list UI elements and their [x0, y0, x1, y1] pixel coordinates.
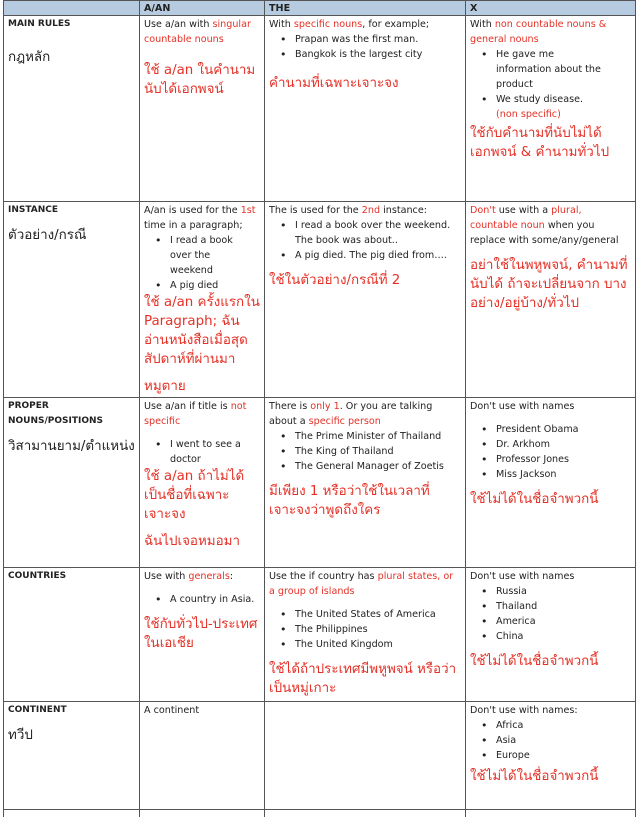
list-item: • The Philippines	[295, 622, 461, 637]
list-item: • Dr. Arkhom	[496, 437, 631, 452]
text-red: singular countable nouns	[144, 19, 251, 45]
text-pre: There is	[269, 401, 311, 412]
thai-note: อย่าใช้ในพหูพจน์, คำนามที่นับได้ ถ้าจะเปลี่ยนจาก บาง อย่าง/อยู่บ้าง/ทั่วไป	[470, 258, 628, 311]
grammar-table	[3, 0, 636, 817]
list-item: • The United Kingdom	[295, 637, 461, 652]
row-cutoff	[4, 810, 636, 818]
text-red: 1st	[240, 205, 256, 216]
list-item: • I read a book over the weekend. The book was about..	[295, 218, 461, 248]
text-post: when you replace with some/any/general	[470, 220, 619, 246]
text-mid: . Or you are talking about a	[269, 401, 433, 427]
row-label: INSTANCE	[8, 205, 59, 215]
list-item: • China	[496, 629, 631, 644]
row-label-cell	[4, 568, 140, 702]
list-item: • America	[496, 614, 631, 629]
a-an-cell	[140, 398, 265, 568]
list-item: • The King of Thailand	[295, 444, 461, 459]
list-item: • A pig died. The pig died from….	[295, 248, 461, 263]
text-red: Don't	[470, 205, 496, 216]
thai-note: ใช้ไม่ได้ในชื่อจำพวกนี้	[470, 654, 599, 669]
row-label-thai: วิสามานยาม/ตำแหน่ง	[8, 439, 135, 454]
example-list	[144, 592, 260, 607]
text-post: instance:	[380, 205, 427, 216]
example-list	[144, 233, 260, 293]
thai-note: ใช้ในตัวอย่าง/กรณีที่ 2	[269, 273, 401, 288]
header-x: X	[466, 1, 636, 16]
a-an-cell	[140, 702, 265, 810]
example-list	[144, 437, 260, 467]
row-label: COUNTRIES	[8, 571, 67, 581]
text: A continent	[144, 705, 200, 716]
cutoff-cell	[466, 810, 636, 818]
list-item: • Professor Jones	[496, 452, 631, 467]
row-proper-nouns	[4, 398, 636, 568]
row-continent	[4, 702, 636, 810]
example-list	[470, 718, 631, 763]
thai-note: ใช้ a/an ในคำนามนับได้เอกพจน์	[144, 63, 256, 97]
the-cell	[265, 202, 466, 398]
row-label: MAIN RULES	[8, 19, 71, 29]
x-cell	[466, 398, 636, 568]
header-the: THE	[265, 1, 466, 16]
text: Don't use with names	[470, 401, 575, 412]
cutoff-cell	[4, 810, 140, 818]
the-cell	[265, 568, 466, 702]
cutoff-cell	[140, 810, 265, 818]
list-item: • A country in Asia.	[170, 592, 260, 607]
example-list	[470, 584, 631, 644]
list-item: • He gave me information about the product	[496, 47, 601, 92]
a-an-cell	[140, 16, 265, 202]
example-list	[470, 47, 631, 107]
row-main-rules	[4, 16, 636, 202]
row-label-cell	[4, 398, 140, 568]
list-item: • The Prime Minister of Thailand	[295, 429, 461, 444]
text-post: time in a paragraph;	[144, 220, 243, 231]
header-row	[4, 1, 636, 16]
text-red: generals	[188, 571, 230, 582]
list-item: • The General Manager of Zoetis	[295, 459, 461, 474]
row-label-thai: ตัวอย่าง/กรณี	[8, 228, 87, 243]
list-item: • The United States of America	[295, 607, 461, 622]
thai-note: ใช้ a/an ถ้าไม่ได้เป็นชื่อที่เฉพาะเจาะจง	[144, 469, 245, 522]
text-red-2: plural, countable noun	[470, 205, 582, 231]
text-post: , for example;	[362, 19, 430, 30]
x-cell	[466, 16, 636, 202]
list-item: • Bangkok is the largest city	[295, 47, 461, 62]
text-pre: Use a/an if title is	[144, 401, 231, 412]
cutoff-cell	[265, 810, 466, 818]
thai-note: มีเพียง 1 หรือว่าใช้ในเวลาที่เจาะจงว่าพูดถึงใคร	[269, 484, 430, 518]
text-post: :	[229, 571, 234, 582]
thai-note: คำนามที่เฉพาะเจาะจง	[269, 76, 399, 91]
the-cell	[265, 398, 466, 568]
thai-note: ใช้ได้ถ้าประเทศมีพหูพจน์ หรือว่าเป็นหมู่เกาะ	[269, 662, 457, 696]
thai-note-2: หมูตาย	[144, 379, 186, 394]
thai-note: ใช้ a/an ครั้งแรกใน Paragraph; ฉันอ่านหนังสือเมื่อสุดสัปดาห์ที่ผ่านมา	[144, 295, 260, 367]
list-item: • Europe	[496, 748, 631, 763]
list-item: • I went to see a doctor	[170, 437, 252, 467]
thai-note: ใช้กับคำนามที่นับไม่ได้เอกพจน์ & คำนามทั่วไป	[470, 126, 610, 160]
x-cell	[466, 702, 636, 810]
text-pre: The is used for the	[269, 205, 362, 216]
note: (non specific)	[496, 109, 561, 120]
text: Don't use with names:	[470, 705, 578, 716]
row-label-thai: กฎหลัก	[8, 50, 51, 65]
row-label: CONTINENT	[8, 705, 67, 715]
x-cell	[466, 568, 636, 702]
example-list	[269, 218, 461, 263]
thai-note: ใช้ไม่ได้ในชื่อจำพวกนี้	[470, 769, 599, 784]
text-red: plural states, or a group of islands	[269, 571, 454, 597]
the-cell	[265, 702, 466, 810]
row-instance	[4, 202, 636, 398]
a-an-cell	[140, 202, 265, 398]
a-an-cell	[140, 568, 265, 702]
row-label-cell	[4, 702, 140, 810]
list-item: • I read a book over the weekend	[170, 233, 248, 278]
thai-note: ใช้ไม่ได้ในชื่อจำพวกนี้	[470, 492, 599, 507]
thai-note: ใช้กับทั่วไป-ประเทศในเอเชีย	[144, 617, 258, 651]
the-cell	[265, 16, 466, 202]
text-pre: Use a/an with	[144, 19, 213, 30]
text-pre: With	[269, 19, 294, 30]
thai-note-2: ฉันไปเจอหมอมา	[144, 534, 241, 549]
text-pre: A/an is used for the	[144, 205, 241, 216]
list-item: • Thailand	[496, 599, 631, 614]
text-red: non countable nouns & general nouns	[470, 19, 607, 45]
list-item: • A pig died	[170, 278, 248, 293]
text-red: 2nd	[361, 205, 381, 216]
example-list	[269, 607, 461, 652]
example-list	[269, 32, 461, 62]
example-list	[470, 422, 631, 482]
row-label-cell	[4, 202, 140, 398]
x-cell	[466, 202, 636, 398]
text-pre: Use the if country has	[269, 571, 378, 582]
list-item: • Prapan was the first man.	[295, 32, 461, 47]
text-red: specific nouns	[293, 19, 363, 30]
list-item: • President Obama	[496, 422, 631, 437]
row-label: PROPER NOUNS/POSITIONS	[8, 401, 104, 426]
row-label-thai: ทวีป	[8, 728, 33, 743]
text-pre: Use with	[144, 571, 189, 582]
example-list	[269, 429, 461, 474]
text-red: not specific	[144, 401, 247, 427]
row-label-cell	[4, 16, 140, 202]
list-item: • Africa	[496, 718, 631, 733]
text-red-2: specific person	[308, 416, 381, 427]
text: Don't use with names	[470, 571, 575, 582]
row-countries	[4, 568, 636, 702]
header-a-an: A/AN	[140, 1, 265, 16]
list-item: • Asia	[496, 733, 631, 748]
list-item: • We study disease.	[496, 92, 601, 107]
header-empty	[4, 1, 140, 16]
list-item: • Miss Jackson	[496, 467, 631, 482]
list-item: • Russia	[496, 584, 631, 599]
text-pre: With	[470, 19, 495, 30]
text-mid: use with a	[495, 205, 552, 216]
text-red: only 1	[310, 401, 340, 412]
